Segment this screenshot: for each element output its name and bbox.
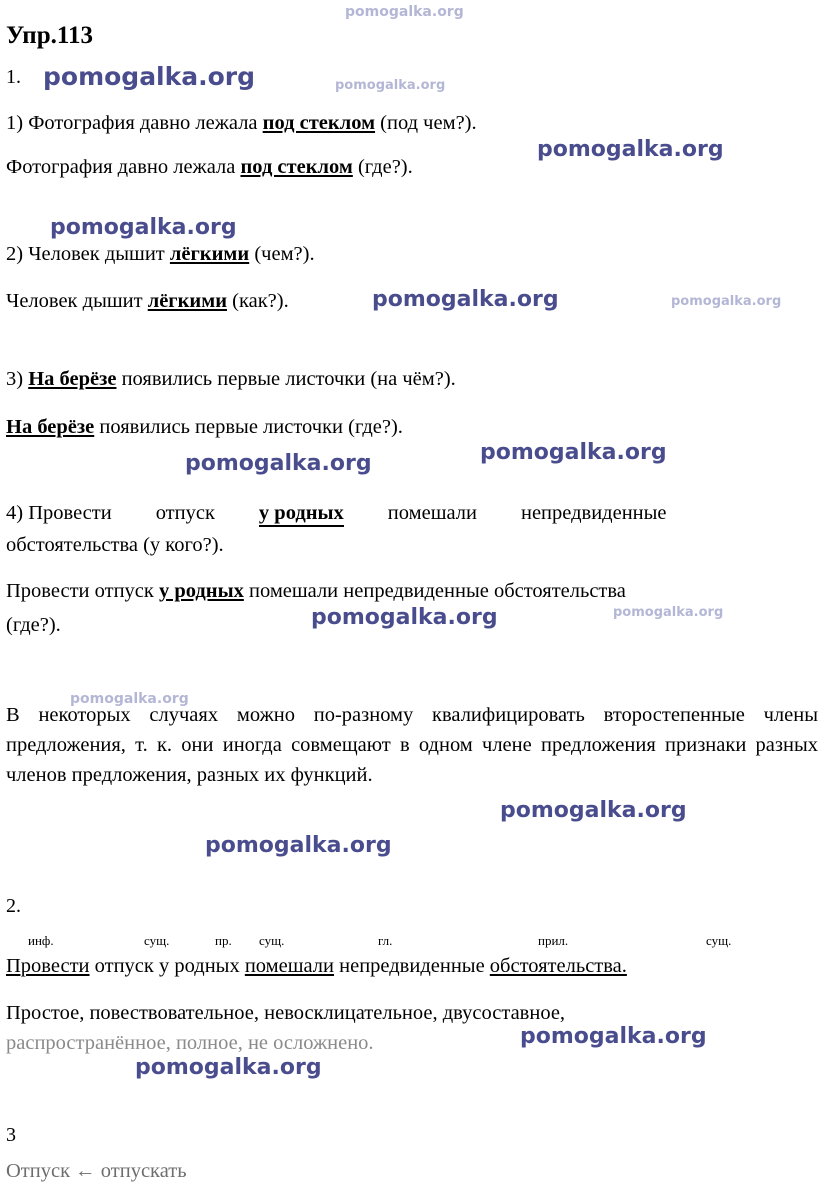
parse-label: гл. — [378, 933, 393, 948]
watermark: pomogalka.org — [613, 605, 724, 620]
item-3-line-2: На берёзе появились первые листочки (где?). — [6, 416, 403, 438]
watermark: pomogalka.org — [520, 1024, 707, 1049]
analysis-line-1: Простое, повествовательное, невосклицательное, двусоставное, — [6, 1002, 566, 1024]
item-1-line-2: Фотография давно лежала под стеклом (где?). — [6, 156, 413, 178]
item-3-line-1: 3) На берёзе появились первые листочки (на чём?). — [6, 368, 456, 390]
item-2-line-2: Человек дышит лёгкими (как?). — [6, 290, 289, 312]
parse-label: прил. — [538, 933, 569, 948]
part-3-line: Отпуск ← отпускать — [6, 1160, 187, 1182]
parse-label: сущ. — [259, 933, 285, 948]
sentence-part: помешали — [244, 955, 334, 977]
parse-label: пр. — [215, 933, 232, 948]
parse-label: сущ. — [144, 933, 170, 948]
watermark: pomogalka.org — [537, 137, 724, 162]
parse-labels — [6, 933, 818, 951]
parse-label: сущ. — [706, 933, 732, 948]
parse-label: инф. — [28, 933, 54, 948]
item-1-line-1: 1) Фотография давно лежала под стеклом (под чем?). — [6, 112, 477, 134]
watermark: pomogalka.org — [335, 78, 446, 93]
item-4-line-4: (где?). — [6, 614, 61, 636]
watermark: pomogalka.org — [500, 798, 687, 823]
watermark: pomogalka.org — [43, 62, 256, 91]
analysis-line-2: распространённое, полное, не осложнено. — [6, 1032, 374, 1054]
watermark: pomogalka.org — [345, 4, 464, 20]
sentence-part: Провести — [6, 955, 90, 977]
watermark: pomogalka.org — [205, 833, 392, 858]
watermark: pomogalka.org — [311, 605, 498, 630]
explanation-paragraph: В некоторых случаях можно по-разному квалифицировать второстепенные члены предложения, т. к. они иногда совмещают в одном члене предложения признаки разных членов предложения, разных их функций. — [6, 704, 818, 786]
section-number-3: 3 — [6, 1124, 16, 1146]
watermark: pomogalka.org — [480, 440, 667, 465]
parsed-sentence — [6, 955, 627, 978]
watermark: pomogalka.org — [135, 1055, 322, 1080]
watermark: pomogalka.org — [372, 287, 559, 312]
sentence-part: непредвиденные — [334, 955, 490, 977]
item-2-line-1: 2) Человек дышит лёгкими (чем?). — [6, 243, 315, 265]
page-title: Упр.113 — [6, 22, 93, 49]
item-4-line-2: обстоятельства (у кого?). — [6, 534, 224, 556]
item-4-line-1: 4) Провести отпуск у родных помешали непредвиденные — [6, 500, 667, 526]
item-4-line-3: Провести отпуск у родных помешали непредвиденные обстоятельства — [6, 580, 626, 602]
watermark: pomogalka.org — [671, 294, 782, 309]
sentence-part: отпуск у родных — [89, 955, 245, 977]
section-number-2: 2. — [6, 895, 21, 917]
watermark: pomogalka.org — [50, 215, 237, 240]
watermark: pomogalka.org — [185, 451, 372, 476]
sentence-part: обстоятельства. — [489, 955, 627, 977]
section-number-1: 1. — [6, 66, 21, 88]
watermark: pomogalka.org — [70, 691, 189, 707]
